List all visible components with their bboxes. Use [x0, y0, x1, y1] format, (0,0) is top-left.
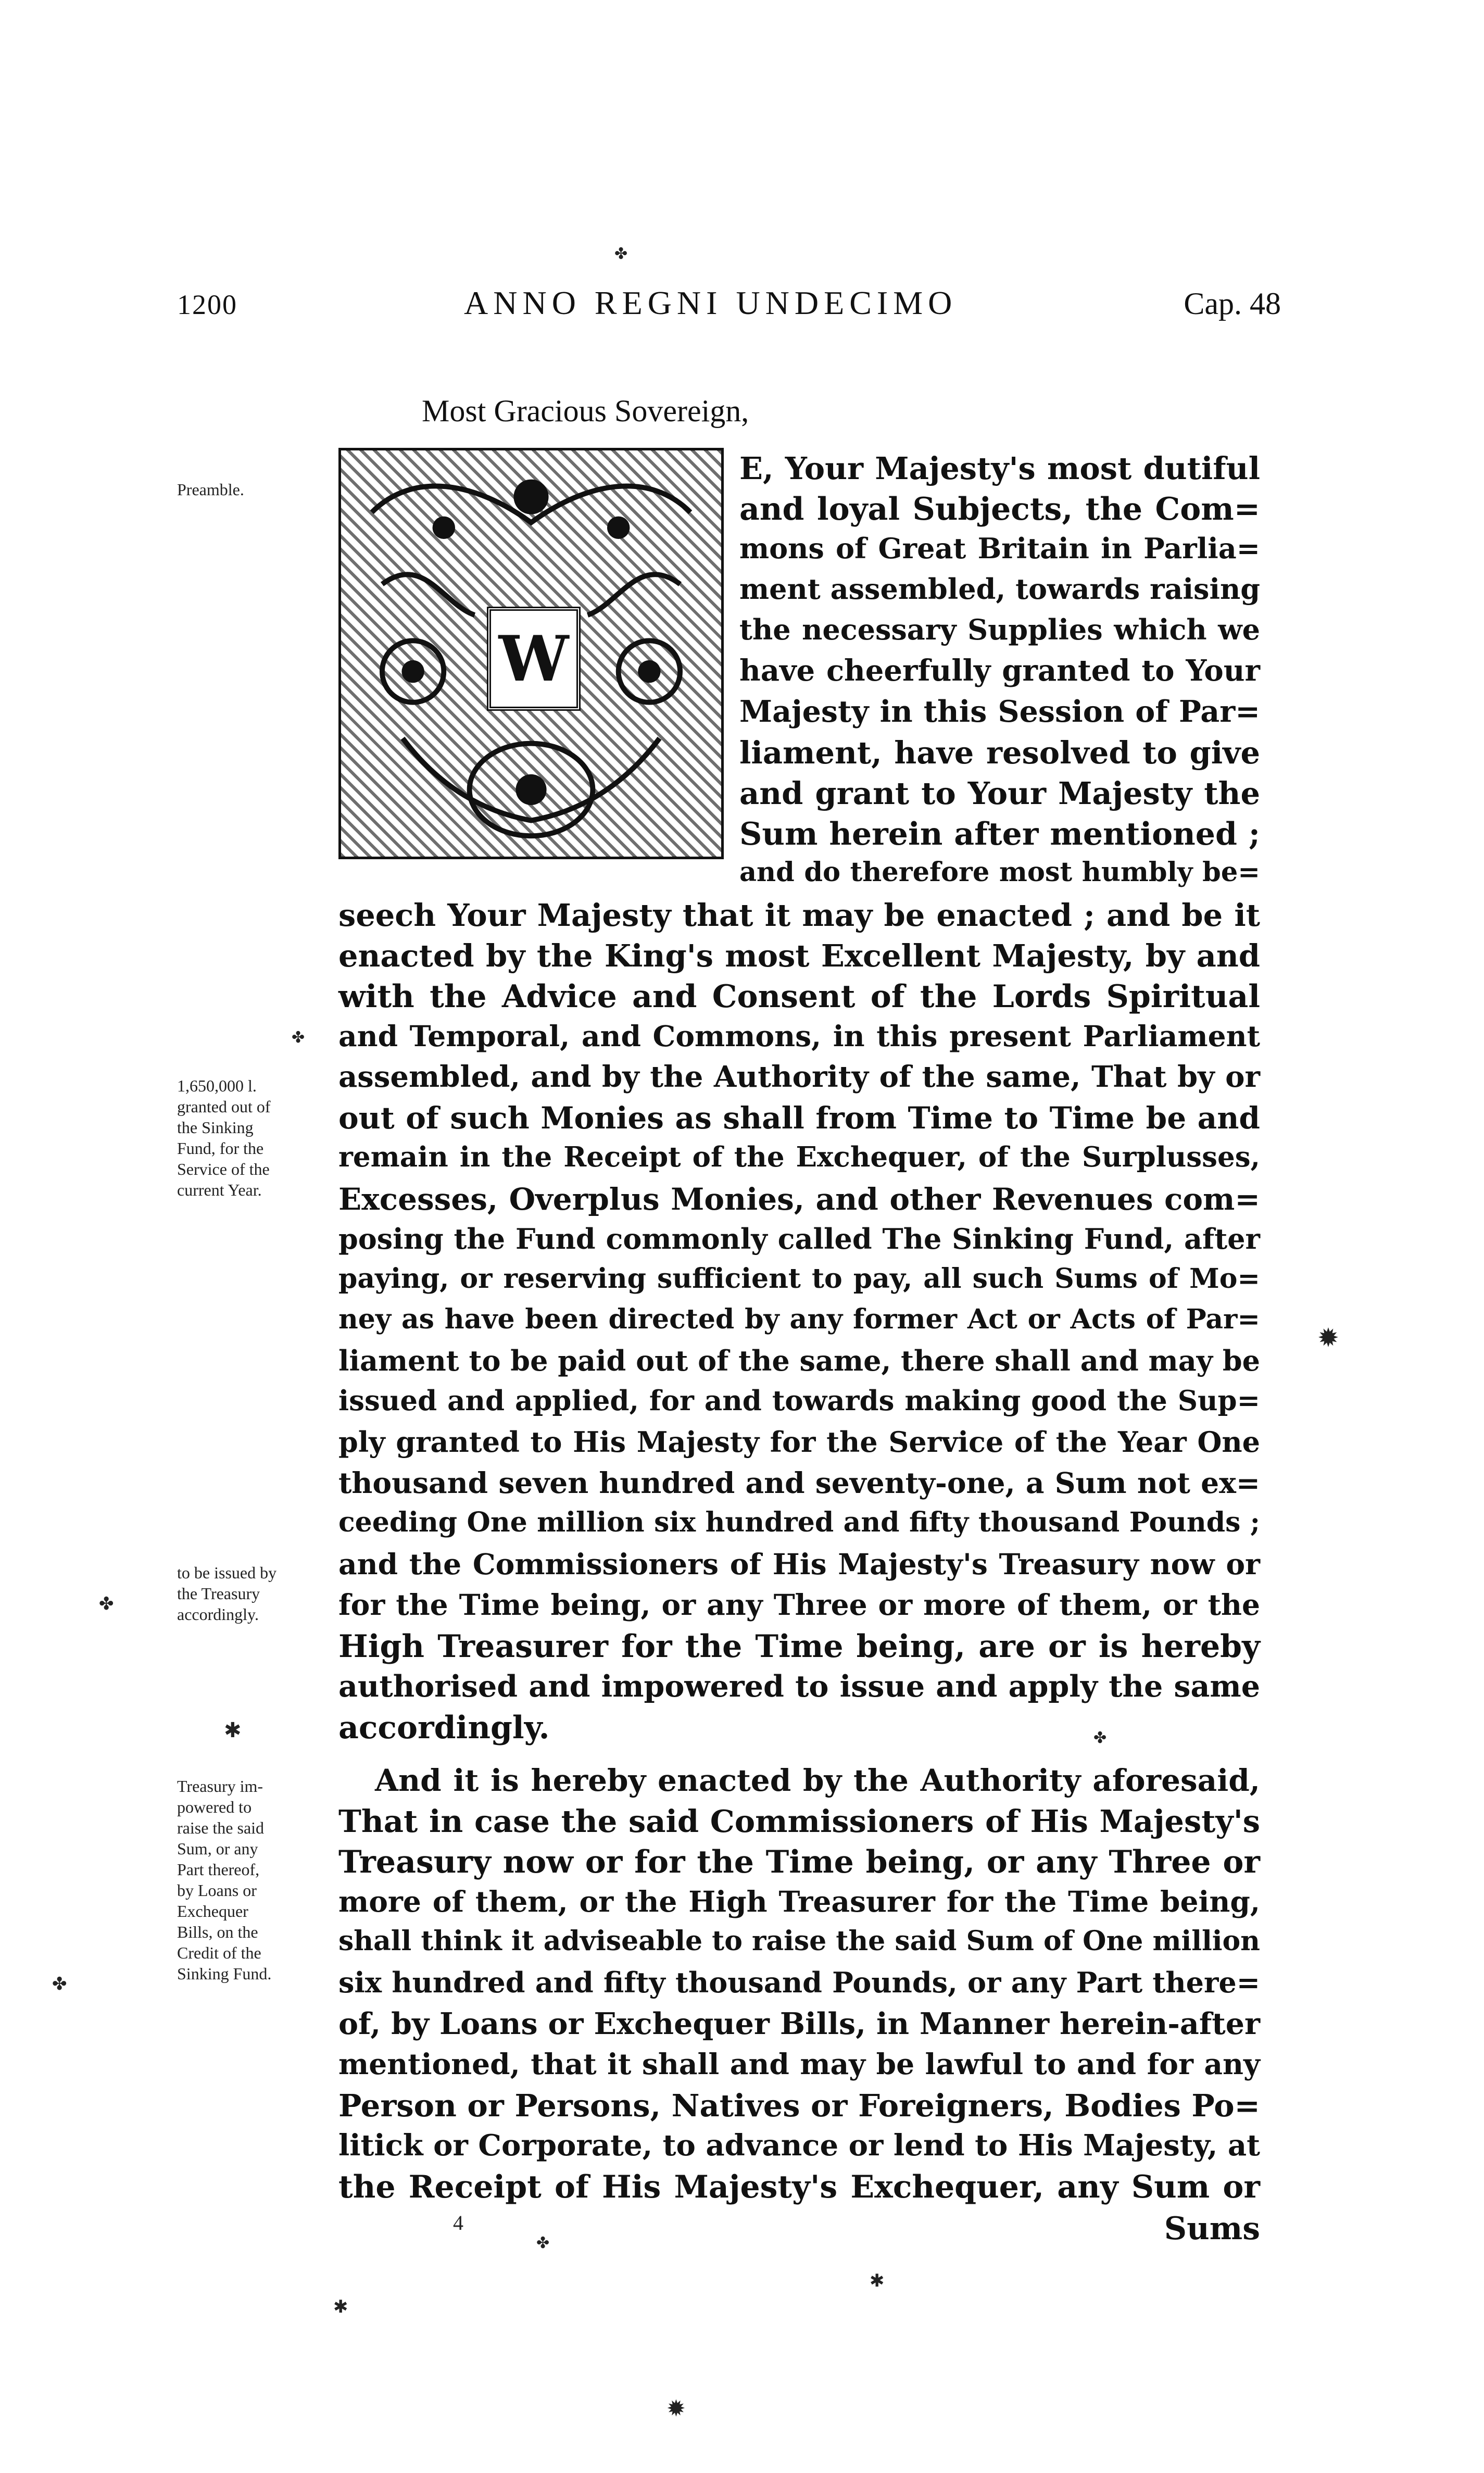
margin-line: raise the said [177, 1818, 265, 1837]
running-title: ANNO REGNI UNDECIMO [464, 284, 958, 321]
ornamental-initial [338, 448, 724, 859]
margin-line: powered to [177, 1798, 252, 1816]
margin-line: Fund, for the [177, 1139, 264, 1158]
text-line: and do therefore most humbly be= [739, 857, 1260, 888]
text-line: Treasury now or for the Time being, or any Three or [338, 1844, 1260, 1880]
text-line: with the Advice and Consent of the Lords Spiritual [338, 978, 1260, 1015]
margin-line: Credit of the [177, 1943, 261, 1962]
text-line: E, Your Majesty's most dutiful [739, 450, 1260, 486]
text-line: That in case the said Commissioners of His Majesty's [338, 1803, 1260, 1839]
text-line: litick or Corporate, to advance or lend to His Majesty, at [338, 2128, 1260, 2163]
running-header [177, 284, 1281, 331]
text-line: mentioned, that it shall and may be lawful to and for any [338, 2047, 1260, 2081]
text-line: authorised and impowered to issue and apply the same [338, 1669, 1260, 1704]
text-line: ceeding One million six hundred and fifty thousand Pounds ; [338, 1507, 1260, 1538]
margin-line: Preamble. [177, 480, 244, 499]
scan-speck-icon: ✤ [614, 245, 628, 263]
margin-line: Exchequer [177, 1902, 248, 1920]
margin-line: granted out of [177, 1097, 271, 1116]
scan-speck-icon: ✹ [666, 2395, 686, 2422]
catchword: Sums [1164, 2211, 1260, 2247]
text-line: and grant to Your Majesty the [739, 775, 1260, 811]
signature-mark: 4 [453, 2211, 463, 2235]
text-line: seech Your Majesty that it may be enacted ; and be it [338, 897, 1260, 933]
text-line: have cheerfully granted to Your [739, 654, 1260, 688]
text-line: High Treasurer for the Time being, are or is hereby [338, 1628, 1260, 1665]
text-line: the necessary Supplies which we [739, 613, 1260, 646]
text-line: thousand seven hundred and seventy-one, a Sum not ex= [338, 1466, 1260, 1500]
scan-speck-icon: ✱ [224, 1718, 242, 1742]
page-number: 1200 [177, 289, 237, 320]
text-line: enacted by the King's most Excellent Majesty, by and [338, 938, 1260, 974]
text-line: ply granted to His Majesty for the Service of the Year One [338, 1425, 1260, 1459]
text-line: assembled, and by the Authority of the same, That by or [338, 1060, 1260, 1094]
text-line: for the Time being, or any Three or more of them, or the [338, 1588, 1260, 1622]
text-line: the Receipt of His Majesty's Exchequer, any Sum or [338, 2169, 1260, 2205]
margin-line: 1,650,000 l. [177, 1076, 257, 1095]
text-line: mons of Great Britain in Parlia= [739, 532, 1260, 565]
scan-speck-icon: ✤ [99, 1593, 114, 1614]
margin-line: the Sinking [177, 1118, 254, 1137]
text-line: Excesses, Overplus Monies, and other Revenues com= [338, 1182, 1260, 1217]
scan-speck-icon: ✤ [536, 2234, 550, 2252]
margin-line: current Year. [177, 1181, 262, 1199]
text-line: ment assembled, towards raising [739, 572, 1260, 606]
chapter-number: Cap. 48 [1184, 286, 1281, 321]
margin-note-grant [177, 1075, 328, 1200]
text-line: and Temporal, and Commons, in this present Parliament [338, 1019, 1260, 1053]
text-line: posing the Fund commonly called The Sinking Fund, after [338, 1222, 1260, 1256]
salutation: Most Gracious Sovereign, [422, 394, 749, 428]
text-line: accordingly. [338, 1710, 550, 1746]
margin-line: to be issued by [177, 1563, 277, 1582]
scan-speck-icon: ✤ [292, 1028, 305, 1047]
text-line: and loyal Subjects, the Com= [739, 491, 1260, 528]
text-line: And it is hereby enacted by the Authority aforesaid, [375, 1763, 1260, 1798]
scan-speck-icon: ✱ [333, 2296, 348, 2317]
text-line: remain in the Receipt of the Exchequer, of the Surplusses, [338, 1141, 1260, 1173]
text-line: liament, have resolved to give [739, 735, 1260, 771]
text-line: six hundred and fifty thousand Pounds, or any Part there= [338, 1966, 1260, 1999]
text-line: Sum herein after mentioned ; [739, 816, 1260, 852]
text-line: out of such Monies as shall from Time to Time be and [338, 1100, 1260, 1136]
text-line: of, by Loans or Exchequer Bills, in Manner herein-after [338, 2006, 1260, 2041]
margin-line: Treasury im- [177, 1777, 263, 1796]
text-line: issued and applied, for and towards making good the Sup= [338, 1385, 1260, 1417]
text-line: ney as have been directed by any former Act or Acts of Par= [338, 1303, 1260, 1335]
scan-speck-icon: ✹ [1317, 1323, 1339, 1353]
margin-line: Sinking Fund. [177, 1964, 272, 1983]
margin-note-treasury [177, 1776, 328, 1984]
margin-line: the Treasury [177, 1584, 260, 1603]
margin-line: Service of the [177, 1160, 270, 1178]
margin-note-preamble [177, 479, 328, 500]
margin-line: Bills, on the [177, 1923, 258, 1941]
text-line: liament to be paid out of the same, there shall and may be [338, 1344, 1260, 1377]
scan-speck-icon: ✤ [52, 1974, 67, 1994]
text-line: paying, or reserving sufficient to pay, all such Sums of Mo= [338, 1263, 1260, 1295]
text-line: more of them, or the High Treasurer for the Time being, [338, 1885, 1260, 1918]
margin-line: by Loans or [177, 1881, 257, 1900]
scan-speck-icon: ✤ [1093, 1729, 1107, 1747]
margin-line: Part thereof, [177, 1860, 260, 1879]
margin-line: Sum, or any [177, 1839, 258, 1858]
initial-letter: W [487, 607, 581, 711]
text-line: Majesty in this Session of Par= [739, 694, 1260, 729]
text-line: shall think it adviseable to raise the said Sum of One million [338, 1925, 1260, 1957]
margin-note-issue [177, 1562, 328, 1625]
text-line: Person or Persons, Natives or Foreigners, Bodies Po= [338, 2088, 1260, 2124]
text-line: and the Commissioners of His Majesty's Treasury now or [338, 1547, 1260, 1581]
scan-speck-icon: ✱ [870, 2270, 885, 2291]
margin-line: accordingly. [177, 1605, 259, 1624]
